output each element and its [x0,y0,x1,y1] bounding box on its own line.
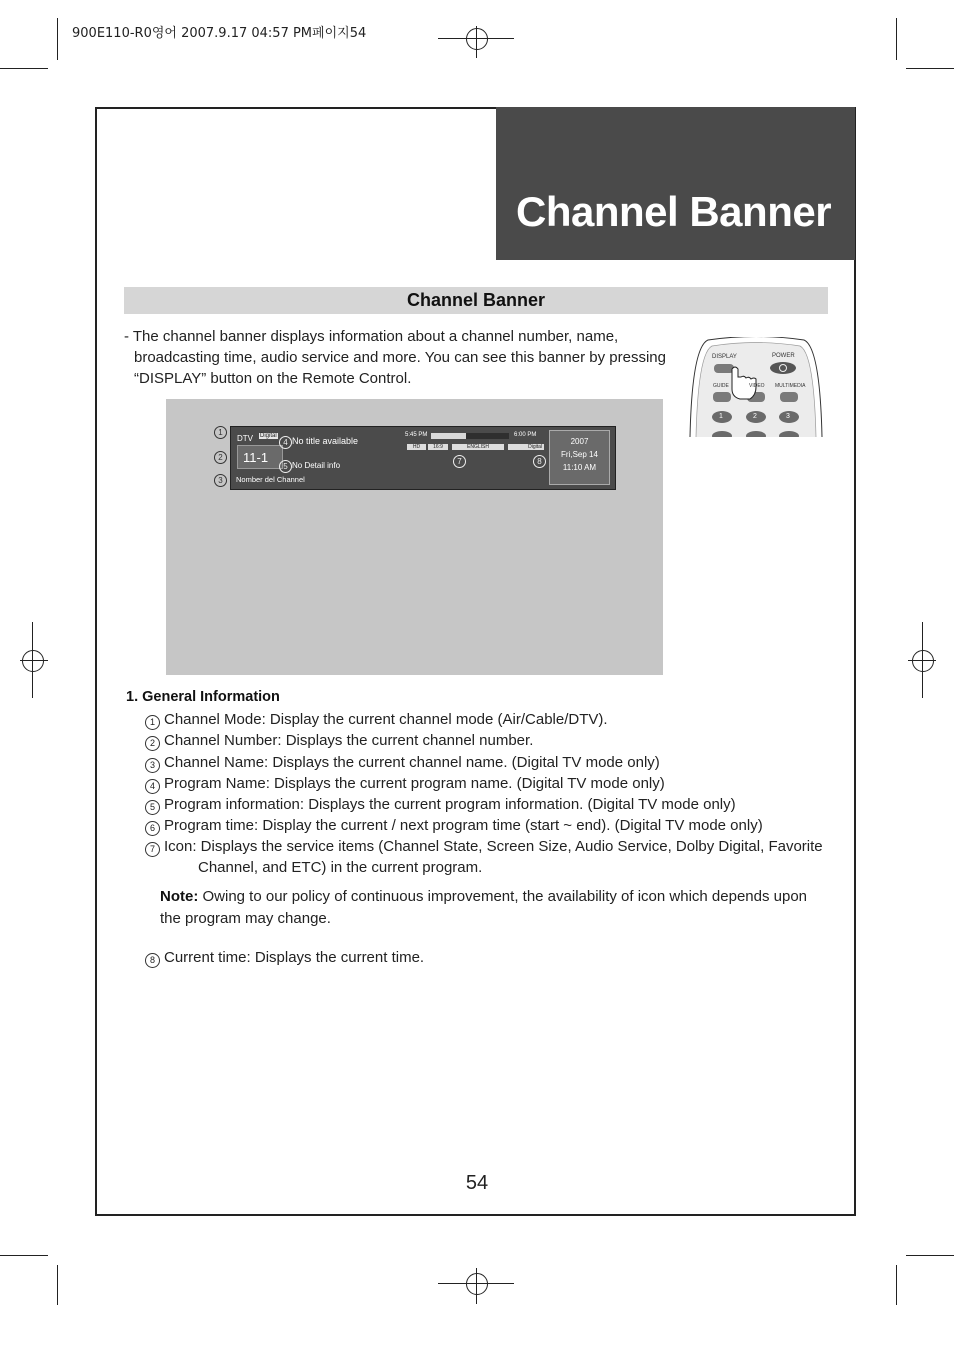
banner-channel-number: 11-1 [243,450,269,465]
remote-display-label: DISPLAY [712,354,737,360]
item-text: Channel Name: Displays the current channel name. (Digital TV mode only) [164,754,660,771]
remote-video-label: VIDEO [749,383,765,389]
banner-channel-box [237,445,283,469]
item-text: Current time: Displays the current time. [164,949,425,966]
remote-power-label: POWER [772,353,795,359]
banner-start-time: 5:45 PM [405,432,428,438]
banner-clock-time: 11:10 AM [562,463,597,472]
item-text: Channel Mode: Display the current channel mode (Air/Cable/DTV). [164,711,608,728]
banner-progress-track [431,433,509,439]
item-number: 3 [145,758,160,773]
page-number: 54 [465,1172,489,1194]
info-item-7 [145,836,825,878]
marker-5: 5 [279,460,292,473]
remote-guide-label: GUIDE [713,383,729,389]
info-item-6 [145,815,763,836]
banner-audio-icon: ENGLISH [452,444,504,450]
item-text: Program Name: Displays the current program name. (Digital TV mode only) [164,775,665,792]
remote-key-2: 2 [753,413,757,420]
item-number: 7 [145,842,160,857]
item-number: 1 [145,715,160,730]
note-label: Note: [160,888,199,905]
banner-hd-icon: HD [407,444,426,450]
item-text: Program information: Displays the current program information. (Digital TV mode only) [164,796,736,813]
banner-clock-year: 2007 [570,437,589,446]
note-text: Owing to our policy of continuous improvement, the availability of icon which depends upon the program may change. [160,888,808,927]
title-block [496,107,855,260]
marker-4: 4 [279,436,292,449]
remote-multimedia-label: MULTIMEDIA [775,383,806,389]
remote-key-3: 3 [786,413,790,420]
general-info-heading: 1. General Information [126,689,280,705]
print-header: 900E110-R0영어 2007.9.17 04:57 PM페이지54 [72,26,367,41]
info-item-5 [145,794,736,815]
banner-program-info: No Detail info [292,461,341,470]
page-title: Channel Banner [516,188,832,235]
marker-1: 1 [214,426,227,439]
remote-key-1: 1 [719,413,723,420]
banner-clock [549,430,610,485]
info-item-8 [145,947,424,968]
item-number: 8 [145,953,160,968]
marker-3: 3 [214,474,227,487]
note-block [160,886,820,930]
banner-dolby-icon: Digital [508,444,544,450]
intro-text: - The channel banner displays information about a channel number, name, broadcasting time, audio service and more. You can see this banner by pressing “DISPLAY” button on the Remote Control. [124,328,666,387]
remote-control-illustration [688,337,824,437]
banner-aspect-icon: 16:9 [428,444,448,450]
info-item-3 [145,752,660,773]
item-text-continued: Channel, and ETC) in the current program. [198,859,483,876]
info-item-1 [145,709,608,730]
marker-2: 2 [214,451,227,464]
marker-7: 7 [453,455,466,468]
item-number: 2 [145,736,160,751]
banner-progress-fill [431,433,466,439]
item-number: 4 [145,779,160,794]
banner-channel-name: Nomber del Channel [236,475,305,484]
item-number: 6 [145,821,160,836]
banner-program-name: No title available [292,436,359,446]
info-item-4 [145,773,665,794]
banner-end-time: 6:00 PM [514,432,537,438]
item-number: 5 [145,800,160,815]
section-title: Channel Banner [406,290,546,310]
section-bar [124,287,828,314]
banner-mode: DTV [237,434,253,443]
marker-8: 8 [533,455,546,468]
banner-signal-tag: Digital [260,433,277,439]
intro-paragraph [124,326,669,389]
banner-clock-date: Fri,Sep 14 [561,450,598,459]
item-text: Icon: Displays the service items (Channel State, Screen Size, Audio Service, Dolby Digital, Favorite [164,838,823,855]
item-text: Program time: Display the current / next program time (start ~ end). (Digital TV mode only) [164,817,763,834]
info-item-2 [145,730,533,751]
channel-banner [230,426,616,490]
item-text: Channel Number: Displays the current channel number. [164,732,534,749]
